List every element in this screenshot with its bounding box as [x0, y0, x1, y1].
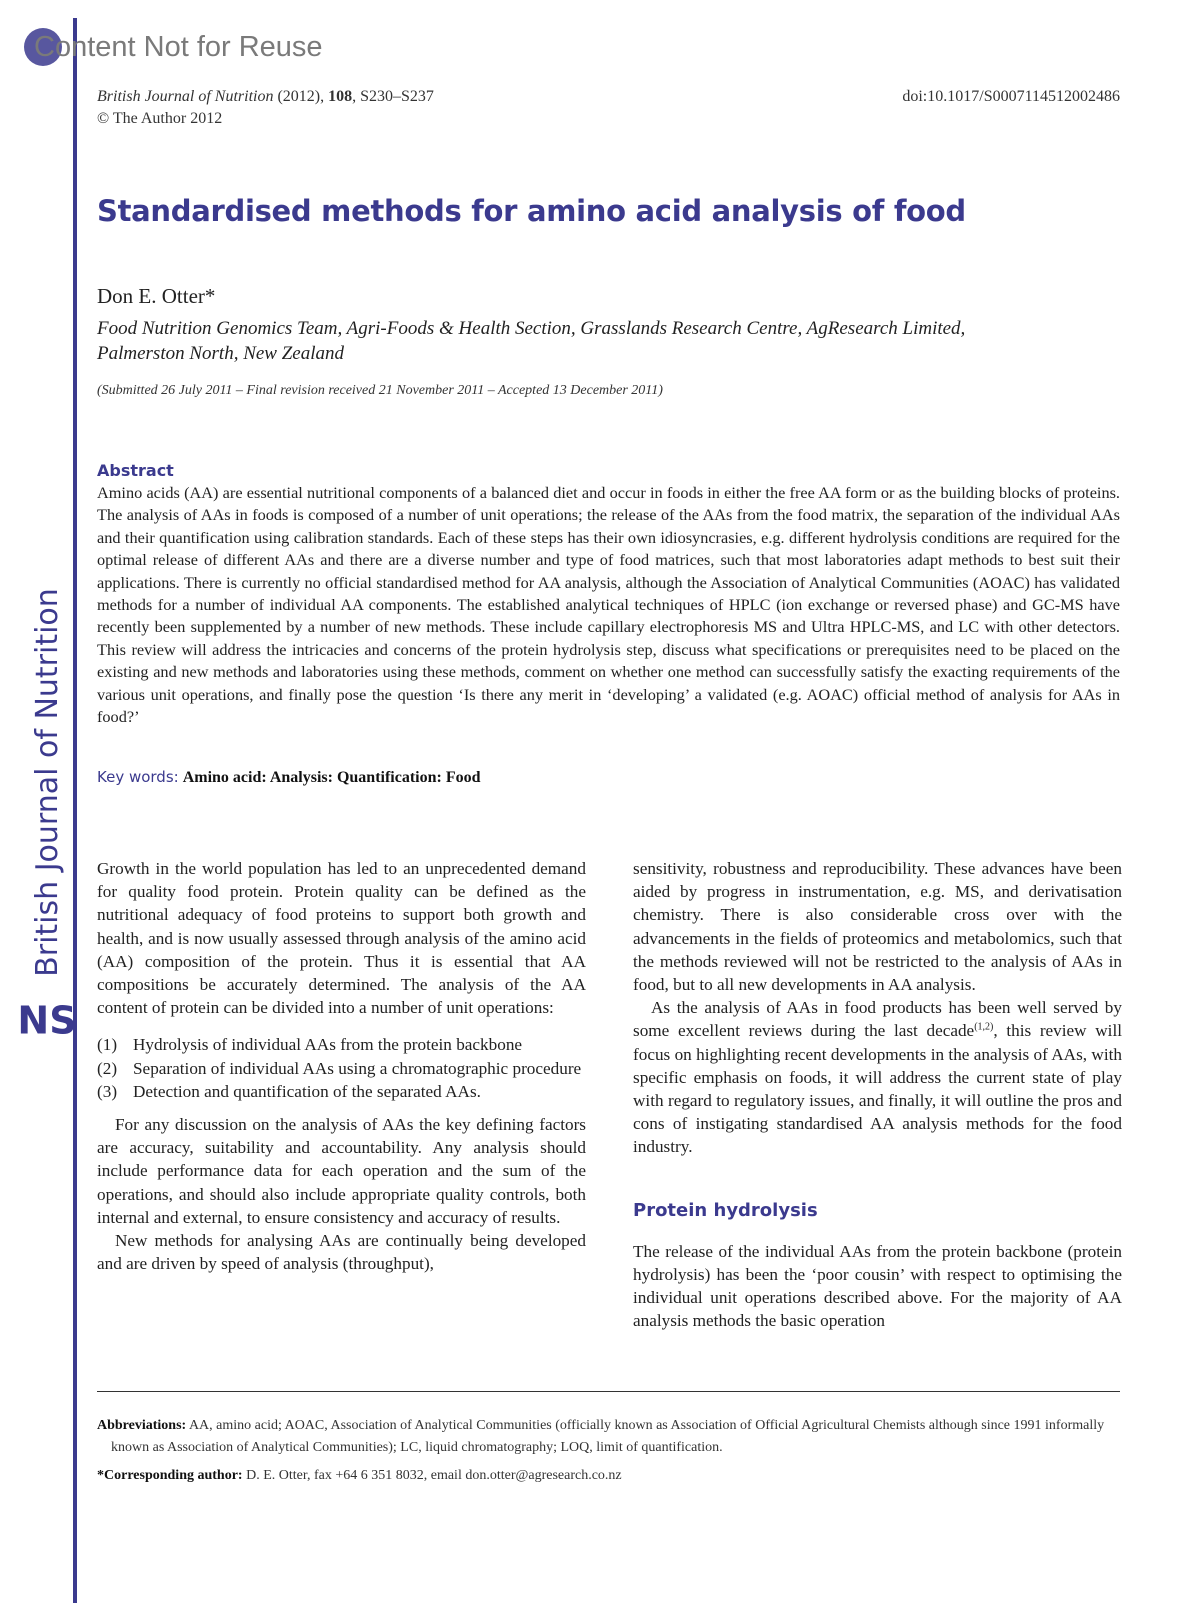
author-name: Don E. Otter* — [97, 284, 216, 308]
body-paragraph: sensitivity, robustness and reproducibility. These advances have been aided by progress in instrumentation, e.g. MS, and derivatisation chemistry. There is also considerable cross over with the advancements in the fields of proteomics and metabolomics, such that the methods reviewed will not be restricted to the analysis of AAs in food, but to all new developments in AA analysis. — [633, 859, 1122, 995]
citation-volume: 108 — [328, 88, 353, 105]
doi-link[interactable]: doi:10.1017/S0007114512002486 — [902, 88, 1120, 105]
list-text: Separation of individual AAs using a chromatographic procedure — [133, 1058, 582, 1078]
footnote-divider — [97, 1391, 1120, 1392]
abstract-heading: Abstract — [97, 461, 174, 480]
side-journal-name: British Journal of Nutrition — [29, 588, 65, 977]
watermark-text: Content Not for Reuse — [34, 30, 323, 63]
citation-year: (2012), — [277, 88, 325, 105]
abbreviations-label: Abbreviations: — [97, 1418, 187, 1433]
body-paragraph — [633, 996, 1122, 1158]
body-column-left — [97, 857, 586, 1275]
list-text: Hydrolysis of individual AAs from the protein backbone — [133, 1035, 523, 1055]
abbreviations-text: AA, amino acid; AOAC, Association of Analytical Communities (officially known as Association of Official Agricultural Chemists although since 1991 informally known as Association of Analytical Communities); LC, liquid chromatography; LOQ, limit of quantification. — [111, 1418, 1105, 1455]
keywords-label: Key words: — [97, 768, 179, 786]
list-item — [97, 1057, 586, 1080]
article-title: Standardised methods for amino acid analysis of food — [97, 194, 966, 228]
abbreviations-note — [97, 1415, 1120, 1459]
side-journal-banner — [17, 588, 77, 1050]
paragraph-text: , this review will focus on highlighting recent developments in the analysis of AAs, with specific emphasis on foods, it will address the current state of play with regard to regulatory issues, and finally, it will outline the pros and cons of instigating standardised AA analysis methods for the food industry. — [633, 1021, 1122, 1157]
body-column-right — [633, 857, 1122, 1333]
abstract-text: Amino acids (AA) are essential nutritional components of a balanced diet and occur in foods in either the free AA form or as the building blocks of proteins. The analysis of AAs in foods is composed of a number of unit operations; the release of the AAs from the food matrix, the separation of the individual AAs and their quantification using calibration standards. Each of these steps has their own idiosyncrasies, e.g. different hydrolysis conditions are required for the optimal release of different AAs and there are a diverse number and type of food matrices, such that most laboratories adapt methods to best suit their applications. There is currently no official standardised method for AA analysis, although the Association of Analytical Communities (AOAC) has validated methods for a number of individual AA components. The established analytical techniques of HPLC (ion exchange or reversed phase) and GC-MS have recently been supplemented by a number of new methods. These include capillary electrophoresis MS and Ultra HPLC-MS, and LC with other detectors. This review will address the intricacies and concerns of the protein hydrolysis step, discuss what specifications or prerequisites need to be placed on the existing and new methods and laboratories using these methods, comment on whether one method can successfully satisfy the exacting requirements of the various unit operations, and finally pose the question ‘Is there any merit in ‘developing’ a validated (e.g. AOAC) official method of analysis for AAs in food?’ — [97, 483, 1120, 727]
submission-dates: (Submitted 26 July 2011 – Final revision received 21 November 2011 – Accepted 13 December 2011) — [97, 383, 663, 398]
body-paragraph: For any discussion on the analysis of AAs the key defining factors are accuracy, suitability and accountability. Any analysis should include performance data for each operation and the sum of the operations, and should also include appropriate quality controls, both internal and external, to ensure consistency and accuracy of results. — [97, 1115, 586, 1227]
copyright: © The Author 2012 — [97, 110, 223, 127]
author-affiliation: Food Nutrition Genomics Team, Agri-Foods & Health Section, Grasslands Research Centre, AgResearch Limited, Palmerston North, New Zealand — [97, 318, 966, 364]
corresponding-label: *Corresponding author: — [97, 1468, 243, 1483]
journal-side-rule — [73, 18, 77, 1603]
list-number: (3) — [97, 1081, 118, 1101]
section-heading: Protein hydrolysis — [633, 1199, 818, 1221]
citation-pages: , S230–S237 — [352, 88, 434, 105]
keywords-value: Amino acid: Analysis: Quantification: Food — [182, 769, 481, 786]
reference-citation[interactable]: (1,2) — [974, 1021, 994, 1033]
list-item — [97, 1033, 586, 1056]
corresponding-text: D. E. Otter, fax +64 6 351 8032, email don.otter@agresearch.co.nz — [246, 1468, 622, 1483]
body-paragraph: Growth in the world population has led to an unprecedented demand for quality food protein. Protein quality can be defined as the nutritional adequacy of food proteins to support both growth and health, and is now usually assessed through analysis of the amino acid (AA) composition of the protein. Thus it is essential that AA compositions be accurately determined. The analysis of the AA content of protein can be divided into a number of unit operations: — [97, 859, 586, 1018]
list-item — [97, 1080, 586, 1103]
footnotes — [97, 1415, 1120, 1493]
paragraph-text: As the analysis of AAs in food products has been well served by some excellent reviews during the last decade — [633, 998, 1122, 1041]
list-text: Detection and quantification of the separated AAs. — [133, 1081, 481, 1101]
body-paragraph: The release of the individual AAs from the protein backbone (protein hydrolysis) has been the ‘poor cousin’ with respect to optimising the individual unit operations described above. For the majority of AA analysis methods the basic operation — [633, 1241, 1122, 1331]
journal-name: British Journal of Nutrition — [97, 88, 274, 105]
citation — [97, 86, 434, 108]
keywords — [97, 768, 481, 787]
corresponding-author-note — [97, 1465, 1120, 1487]
list-number: (1) — [97, 1035, 118, 1055]
body-paragraph: New methods for analysing AAs are continually being developed and are driven by speed of analysis (throughput), — [97, 1231, 586, 1274]
unit-operations-list — [97, 1033, 586, 1103]
watermark — [24, 28, 323, 66]
nutrition-society-logo-icon: NS — [17, 998, 77, 1043]
list-number: (2) — [97, 1058, 118, 1078]
